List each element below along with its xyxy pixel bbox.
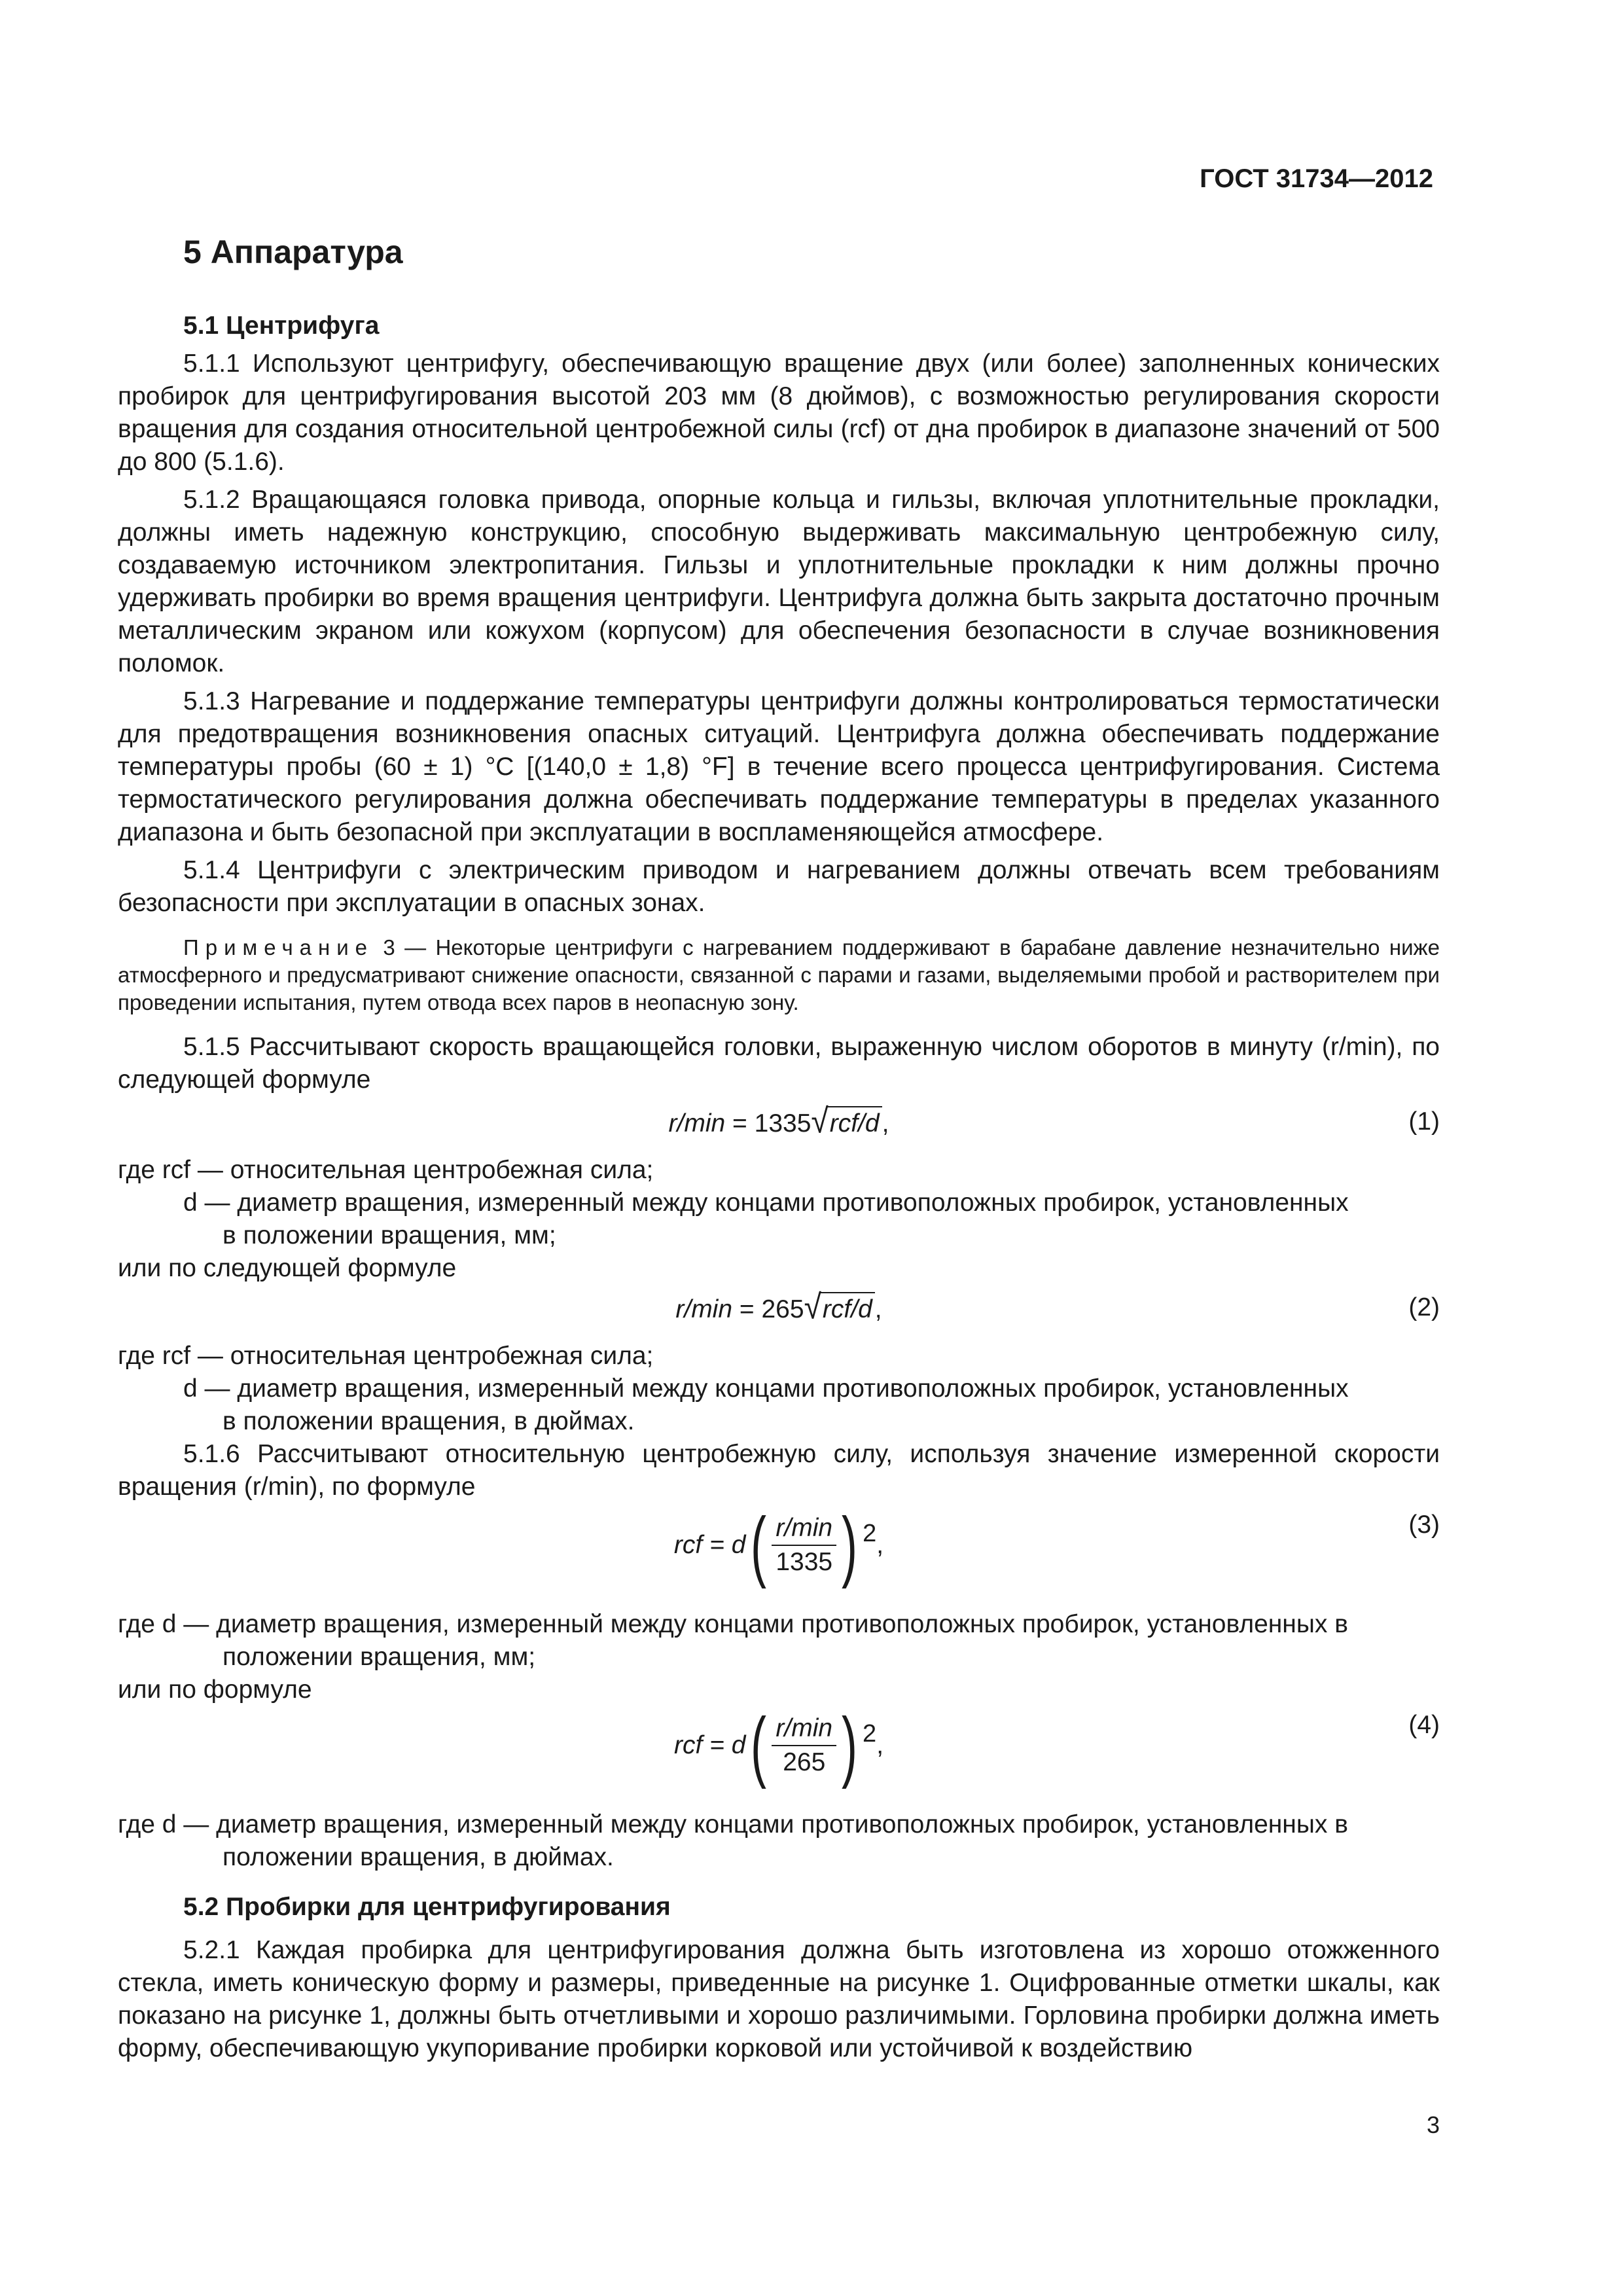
standard-code: ГОСТ 31734—2012	[1200, 164, 1433, 193]
paragraph-5-1-6: 5.1.6 Рассчитывают относительную центробежную силу, используя значение измеренной скорости вращения (r/min), по формуле	[118, 1440, 1440, 1501]
formula-2-number: (2)	[1408, 1293, 1440, 1321]
sqrt-symbol: √rcf/d	[804, 1291, 875, 1326]
formula-2	[118, 1285, 1440, 1331]
where-4-d: где d — диаметр вращения, измеренный между концами противоположных пробирок, установленных в	[118, 1810, 1348, 1839]
page-content	[118, 232, 1440, 2070]
formula-4-fraction	[772, 1713, 836, 1778]
paragraph-5-1-2: 5.1.2 Вращающаяся головка привода, опорные кольца и гильзы, включая уплотнительные прокладки, должны иметь надежную конструкцию, способную выдерживать максимальную центробежную силу, создаваемую источником электропитания. Гильзы и уплотнительные прокладки к ним должны прочно удерживать пробирки во время вращения центрифуги. Центрифуга должна быть закрыта достаточно прочным металлическим экраном или кожухом (корпусом) для обеспечения безопасности в случае возникновения поломок.	[118, 486, 1440, 677]
note-label: Примечание	[183, 935, 374, 960]
formula-1-lhs: r/min	[668, 1109, 726, 1138]
paragraph-5-1-5: 5.1.5 Рассчитывают скорость вращающейся головки, выраженную числом оборотов в минуту (r/min), по следующей формуле	[118, 1033, 1440, 1094]
formula-4-tail: ,	[876, 1731, 884, 1759]
formula-2-body	[118, 1288, 1440, 1327]
right-paren: )	[842, 1501, 858, 1589]
formula-3-lhs: rcf = d	[673, 1531, 746, 1559]
formula-3-fraction	[772, 1513, 836, 1577]
left-paren: (	[751, 1501, 767, 1589]
section-heading: 5 Аппаратура	[183, 234, 403, 270]
formula-3-numerator: r/min	[772, 1513, 836, 1546]
where-block-3	[118, 1608, 1440, 1706]
note-3	[118, 934, 1440, 1016]
formula-1-number: (1)	[1408, 1107, 1440, 1136]
formula-1-radicand: rcf/d	[827, 1106, 882, 1140]
paragraph-5-1-3: 5.1.3 Нагревание и поддержание температуры центрифуги должны контролироваться термостатически для предотвращения возникновения опасных ситуаций. Центрифуга должна обеспечивать поддержание температуры пробы (60 ± 1) °С [(140,0 ± 1,8) °F] в течение всего процесса центрифугирования. Система термостатического регулирования должна обеспечивать поддержание температуры в пределах указанного диапазона и быть безопасной при эксплуатации в воспламеняющейся атмосфере.	[118, 687, 1440, 846]
where-2-d: d — диаметр вращения, измеренный между концами противоположных пробирок, установленных	[183, 1374, 1349, 1403]
paragraph-5-1-4: 5.1.4 Центрифуги с электрическим приводом и нагреванием должны отвечать всем требованиям безопасности при эксплуатации в опасных зонах.	[118, 856, 1440, 917]
formula-1-tail: ,	[882, 1109, 889, 1138]
formula-4-exponent: 2	[863, 1720, 877, 1748]
formula-2-tail: ,	[874, 1295, 882, 1323]
where-block-2	[118, 1340, 1440, 1438]
formula-3-exponent: 2	[863, 1520, 877, 1547]
subsection-heading-5-1: 5.1 Центрифуга	[183, 312, 380, 340]
or-line-2: или по формуле	[118, 1676, 312, 1704]
formula-3-body	[118, 1501, 1440, 1589]
left-paren: (	[751, 1702, 767, 1789]
formula-4-numerator: r/min	[772, 1713, 836, 1746]
formula-1	[118, 1099, 1440, 1145]
formula-1-body	[118, 1102, 1440, 1141]
paragraph-5-1-1: 5.1.1 Используют центрифугу, обеспечивающую вращение двух (или более) заполненных конических пробирок для центрифугирования высотой 203 мм (8 дюймов), с возможностью регулирования скорости вращения для создания относительной центробежной силы (rcf) от дна пробирок в диапазоне значений от 500 до 800 (5.1.6).	[118, 350, 1440, 476]
formula-4-denominator: 265	[783, 1748, 826, 1776]
where-block-1	[118, 1154, 1440, 1285]
where-block-4	[118, 1808, 1440, 1874]
page-number: 3	[1426, 2111, 1440, 2138]
formula-4	[118, 1702, 1440, 1804]
where-2-rcf: где rcf — относительная центробежная сила;	[118, 1342, 654, 1370]
sqrt-symbol: √rcf/d	[811, 1105, 882, 1140]
formula-2-radicand: rcf/d	[820, 1292, 875, 1326]
right-paren: )	[842, 1702, 858, 1789]
subsection-heading-5-2: 5.2 Пробирки для центрифугирования	[183, 1893, 671, 1921]
note-text: 3 — Некоторые центрифуги с нагреванием поддерживают в барабане давление незначительно ниже атмосферного и предусматривают снижение опасности, связанной с парами и газами, выделяемыми пробой и растворителем при проведении испытания, путем отвода всех паров в неопасную зону.	[118, 935, 1440, 1014]
where-1-d-cont: в положении вращения, мм;	[223, 1221, 556, 1249]
paragraph-5-2-1: 5.2.1 Каждая пробирка для центрифугирования должна быть изготовлена из хорошо отожженного стекла, иметь коническую форму и размеры, приведенные на рисунке 1. Оцифрованные отметки шкалы, как показано на рисунке 1, должны быть отчетливыми и хорошо различимыми. Горловина пробирки должна иметь форму, обеспечивающую укупоривание пробирки корковой или устойчивой к воздействию	[118, 1936, 1440, 2062]
where-4-d-cont: положении вращения, в дюймах.	[223, 1843, 614, 1871]
where-3-d: где d — диаметр вращения, измеренный между концами противоположных пробирок, установленных в	[118, 1610, 1348, 1638]
formula-4-number: (4)	[1408, 1711, 1440, 1739]
formula-4-body	[118, 1702, 1440, 1789]
formula-3	[118, 1501, 1440, 1604]
or-line-1: или по следующей формуле	[118, 1254, 457, 1282]
formula-2-lhs: r/min	[675, 1295, 733, 1323]
formula-1-eq: = 1335	[725, 1109, 812, 1138]
where-3-d-cont: положении вращения, мм;	[223, 1643, 536, 1671]
formula-3-number: (3)	[1408, 1511, 1440, 1539]
formula-2-eq: = 265	[732, 1295, 804, 1323]
formula-4-lhs: rcf = d	[673, 1731, 746, 1759]
where-2-d-cont: в положении вращения, в дюймах.	[223, 1407, 635, 1435]
where-1-rcf: где rcf — относительная центробежная сила;	[118, 1156, 654, 1184]
formula-3-tail: ,	[876, 1531, 884, 1559]
where-1-d: d — диаметр вращения, измеренный между концами противоположных пробирок, установленных	[183, 1189, 1349, 1217]
formula-3-denominator: 1335	[776, 1548, 833, 1576]
